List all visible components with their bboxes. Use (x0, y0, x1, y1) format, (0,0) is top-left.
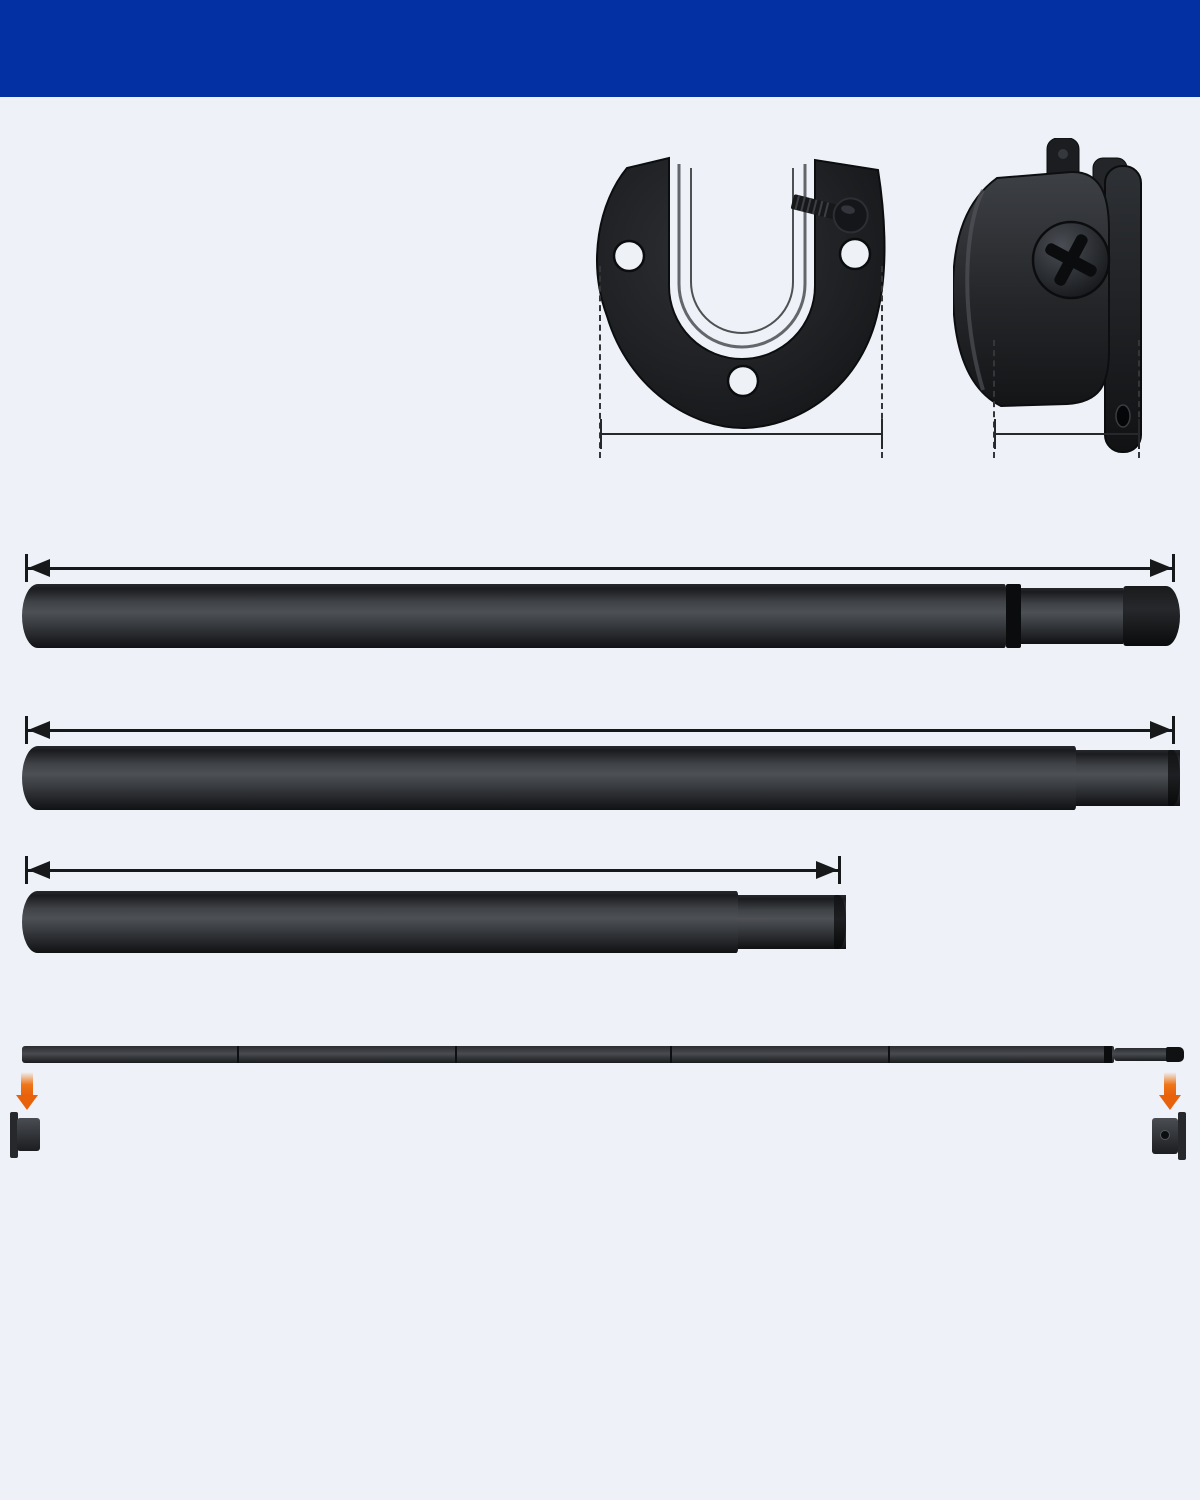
bracket-width-dimension (600, 419, 883, 449)
screw-group (0, 336, 600, 466)
bracket-depth-dimension (994, 419, 1140, 449)
bracket-side-icon (953, 138, 1143, 458)
assembly-bracket-right-icon (1150, 1112, 1186, 1160)
main-rod-measure-arrow (25, 554, 1175, 582)
assembly-bracket-left-icon (10, 1112, 40, 1158)
ext11-measure-arrow (25, 856, 841, 884)
down-arrow-icon (1159, 1072, 1181, 1110)
ext15-measure-arrow (25, 716, 1175, 744)
wall-anchor-group (54, 162, 507, 282)
down-arrow-icon (16, 1072, 38, 1110)
packing-list-banner (0, 0, 1200, 97)
bracket-front-icon (595, 148, 887, 430)
